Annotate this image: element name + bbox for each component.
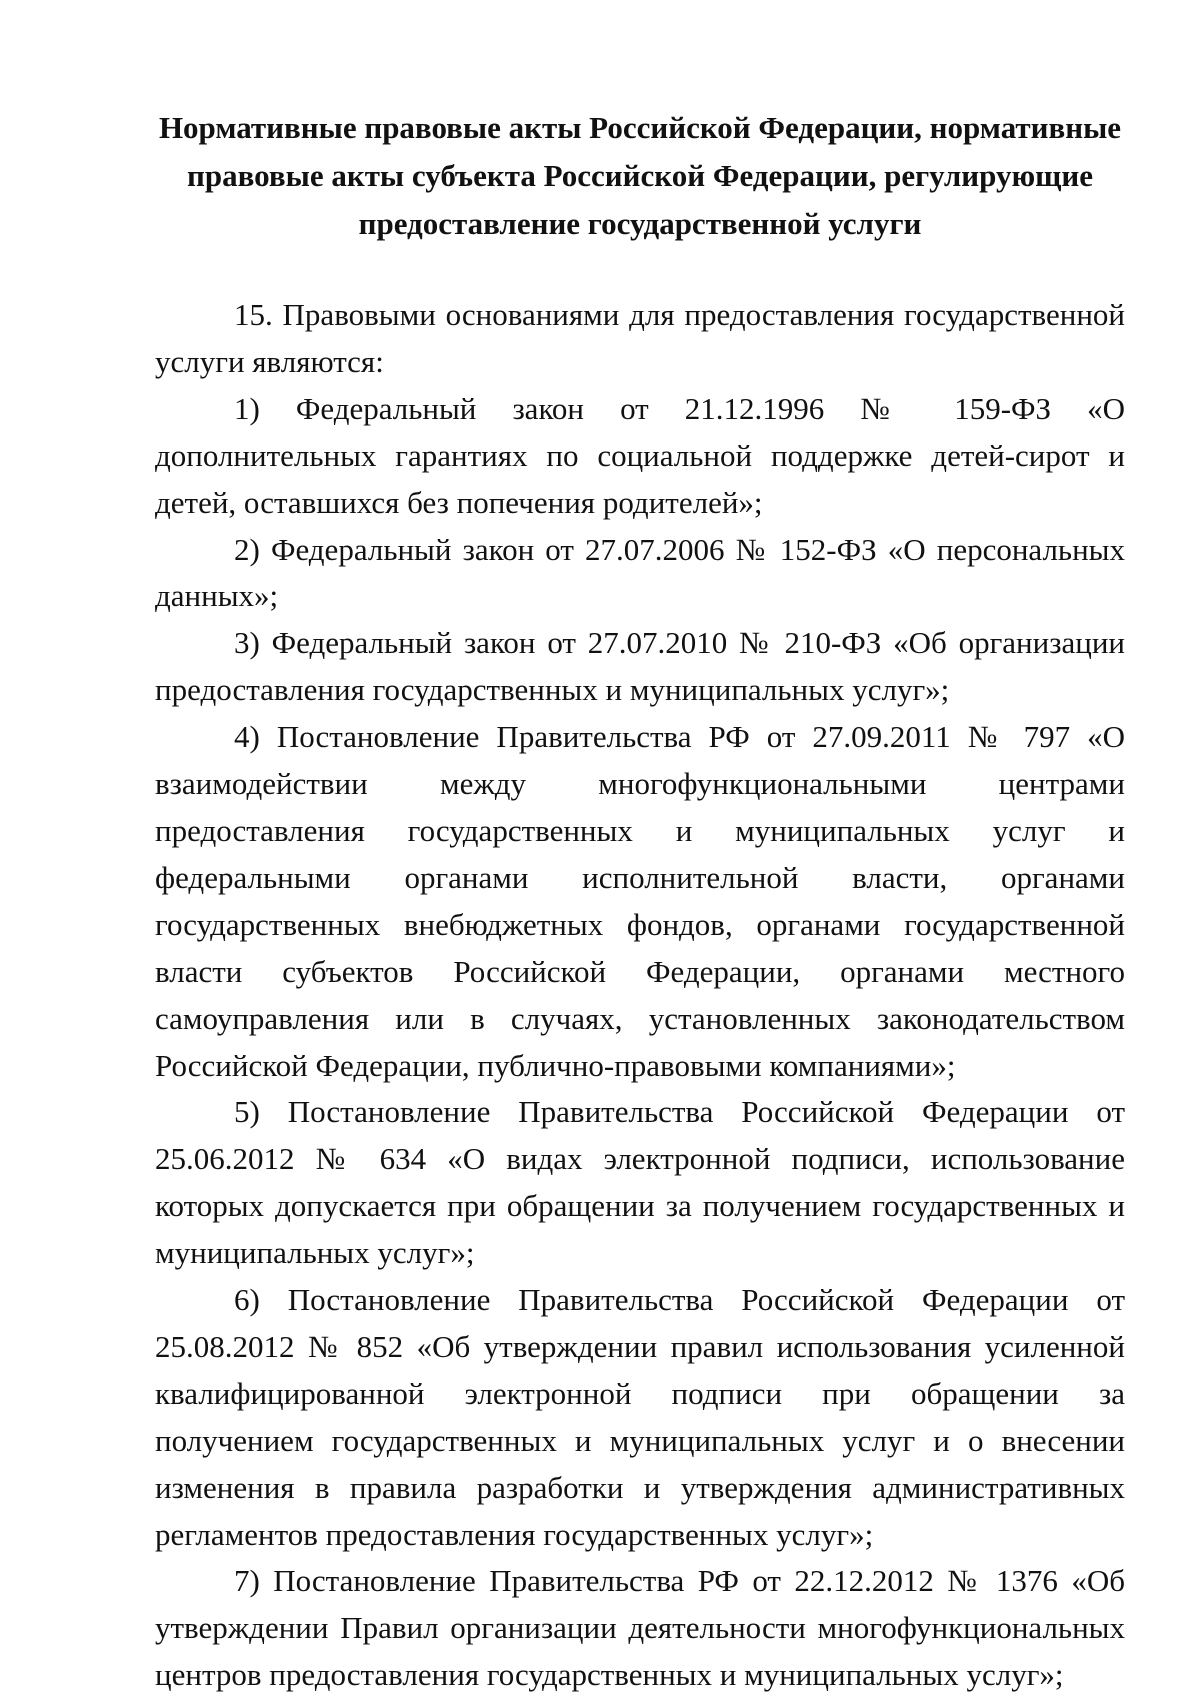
list-item-4: 4) Постановление Правительства РФ от 27.09.2011 № 797 «О взаимодействии между многофункциональными центрами предоставления государственных и муниципальных услуг и федеральными органами исполнительной власти, органами государственных внебюджетных фондов, органами государственной власти субъектов Российской Федерации, органами местного самоуправления или в случаях, установленных законодательством Российской Федерации, публично-правовыми компаниями»; [155, 719, 1125, 1083]
section-title: Нормативные правовые акты Российской Федерации, нормативные правовые акты субъекта Российской Федерации, регулирующие предоставление государственной услуги [158, 110, 1122, 241]
document-body [155, 292, 1125, 1699]
list-item-7: 7) Постановление Правительства РФ от 22.12.2012 № 1376 «Об утверждении Правил организации деятельности многофункциональных центров предоставления государственных и муниципальных услуг»; [155, 1563, 1125, 1693]
list-item-2: 2) Федеральный закон от 27.07.2006 № 152-ФЗ «О персональных данных»; [155, 531, 1125, 614]
list-item-1: 1) Федеральный закон от 21.12.1996 № 159-ФЗ «О дополнительных гарантиях по социальной поддержке детей-сирот и детей, оставшихся без попечения родителей»; [155, 390, 1125, 520]
paragraph-15-intro: 15. Правовыми основаниями для предоставления государственной услуги являются: [155, 297, 1125, 379]
list-item-5: 5) Постановление Правительства Российской Федерации от 25.06.2012 № 634 «О видах электронной подписи, использование которых допускается при обращении за получением государственных и муниципальных услуг»; [155, 1094, 1125, 1271]
document-content [155, 104, 1125, 1699]
list-item-3: 3) Федеральный закон от 27.07.2010 № 210-ФЗ «Об организации предоставления государственных и муниципальных услуг»; [155, 625, 1125, 708]
list-item-6: 6) Постановление Правительства Российской Федерации от 25.08.2012 № 852 «Об утверждении правил использования усиленной квалифицированной электронной подписи при обращении за получением государственных и муниципальных услуг и о внесении изменения в правила разработки и утверждения административных регламентов предоставления государственных услуг»; [155, 1282, 1125, 1552]
